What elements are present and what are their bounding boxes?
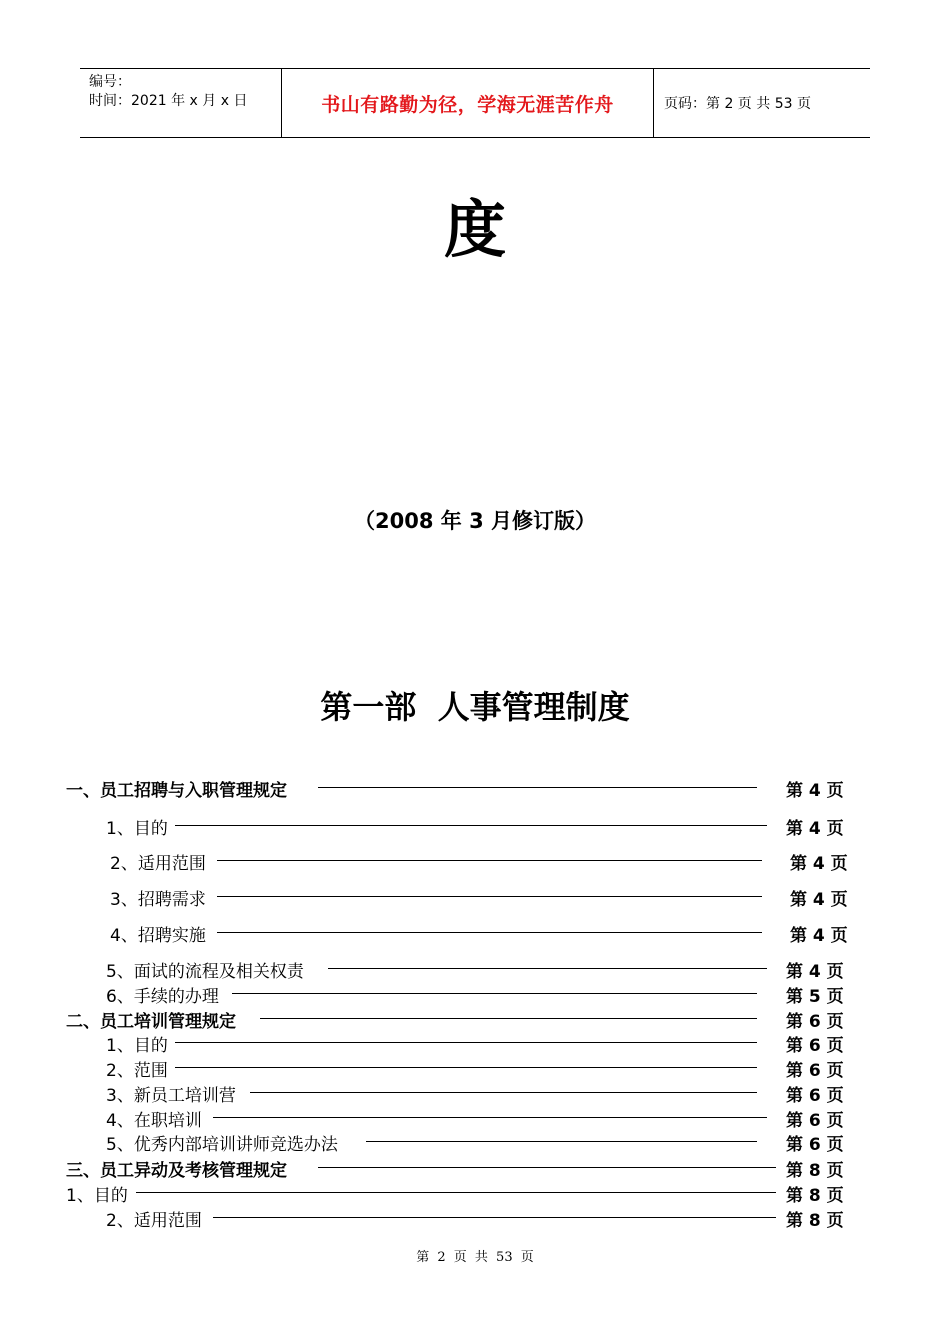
toc-leader-line (217, 860, 762, 861)
header-page-info-cell (654, 69, 870, 137)
toc-leader-line (217, 932, 762, 933)
toc-leader-line (260, 1018, 757, 1019)
toc-leader-line (318, 1167, 776, 1168)
part-title: 第一部 人事管理制度 (320, 688, 630, 726)
toc-entry-page: 第 5 页 (786, 987, 844, 1007)
toc-leader-line (175, 825, 767, 826)
toc-entry-page: 第 4 页 (786, 781, 844, 801)
header-motto: 书山有路勤为径，学海无涯苦作舟 (321, 93, 614, 116)
toc-entry[interactable] (106, 814, 870, 839)
toc-entry-page: 第 4 页 (790, 854, 848, 874)
toc-entry[interactable] (106, 982, 870, 1007)
toc-entry-label: 一、员工招聘与入职管理规定 (66, 781, 287, 801)
toc-entry-label: 2、适用范围 (106, 1211, 202, 1231)
toc-leader-line (328, 968, 767, 969)
toc-entry-page: 第 4 页 (790, 926, 848, 946)
page-footer: 第 2 页 共 53 页 (416, 1250, 534, 1265)
toc-leader-line (175, 1067, 757, 1068)
title-fragment: 度 (443, 193, 506, 266)
toc-entry-page: 第 6 页 (786, 1111, 844, 1131)
doc-number-label: 编号： (89, 74, 131, 90)
toc-entry[interactable] (66, 1181, 870, 1206)
toc-entry[interactable] (106, 957, 870, 982)
toc-entry-label: 5、优秀内部培训讲师竞选办法 (106, 1135, 338, 1155)
toc-entry-page: 第 4 页 (786, 962, 844, 982)
edition-note: （2008 年 3 月修订版） (354, 509, 596, 533)
toc-entry-label: 5、面试的流程及相关权责 (106, 962, 304, 982)
toc-entry[interactable] (106, 1130, 870, 1155)
toc-leader-line (250, 1092, 757, 1093)
toc-entry-label: 2、范围 (106, 1061, 168, 1081)
doc-time-label: 时间：2021 年 x 月 x 日 (89, 93, 248, 109)
toc-entry-page: 第 6 页 (786, 1061, 844, 1081)
toc-entry[interactable] (106, 1081, 870, 1106)
header-meta (80, 69, 281, 137)
toc-entry-page: 第 4 页 (790, 890, 848, 910)
toc-entry-label: 2、适用范围 (110, 854, 206, 874)
toc-leader-line (175, 1042, 757, 1043)
toc-entry[interactable] (66, 1007, 870, 1032)
toc-entry-label: 4、招聘实施 (110, 926, 206, 946)
toc-leader-line (232, 993, 757, 994)
toc-entry-label: 3、新员工培训营 (106, 1086, 236, 1106)
toc-entry-label: 1、目的 (106, 819, 168, 839)
toc-leader-line (366, 1141, 757, 1142)
toc-entry[interactable] (106, 1106, 870, 1131)
toc-leader-line (217, 896, 762, 897)
toc-entry[interactable] (106, 1206, 870, 1231)
toc-entry-page: 第 8 页 (786, 1211, 844, 1231)
toc-leader-line (213, 1217, 776, 1218)
toc-entry[interactable] (106, 1031, 870, 1056)
toc-leader-line (213, 1117, 767, 1118)
toc-entry-label: 三、员工异动及考核管理规定 (66, 1161, 287, 1181)
header-page-info: 页码：第 2 页 共 53 页 (664, 96, 811, 112)
toc-entry-page: 第 6 页 (786, 1135, 844, 1155)
toc-entry-page: 第 8 页 (786, 1161, 844, 1181)
toc-entry-label: 1、目的 (106, 1036, 168, 1056)
toc-entry-page: 第 6 页 (786, 1012, 844, 1032)
page-header (80, 68, 870, 138)
toc-leader-line (318, 787, 757, 788)
header-motto-cell (281, 69, 654, 137)
toc-entry[interactable] (110, 921, 870, 946)
toc-entry-page: 第 6 页 (786, 1036, 844, 1056)
toc-entry[interactable] (110, 885, 870, 910)
toc-entry-page: 第 6 页 (786, 1086, 844, 1106)
toc-entry[interactable] (106, 1056, 870, 1081)
toc-entry[interactable] (110, 849, 870, 874)
toc-entry[interactable] (66, 776, 870, 801)
toc-entry-label: 4、在职培训 (106, 1111, 202, 1131)
toc-entry-label: 二、员工培训管理规定 (66, 1012, 236, 1032)
toc-entry-label: 1、目的 (66, 1186, 128, 1206)
toc-entry-label: 6、手续的办理 (106, 987, 219, 1007)
toc-entry-page: 第 8 页 (786, 1186, 844, 1206)
toc-entry[interactable] (66, 1156, 870, 1181)
toc-leader-line (136, 1192, 776, 1193)
toc-entry-page: 第 4 页 (786, 819, 844, 839)
toc-entry-label: 3、招聘需求 (110, 890, 206, 910)
